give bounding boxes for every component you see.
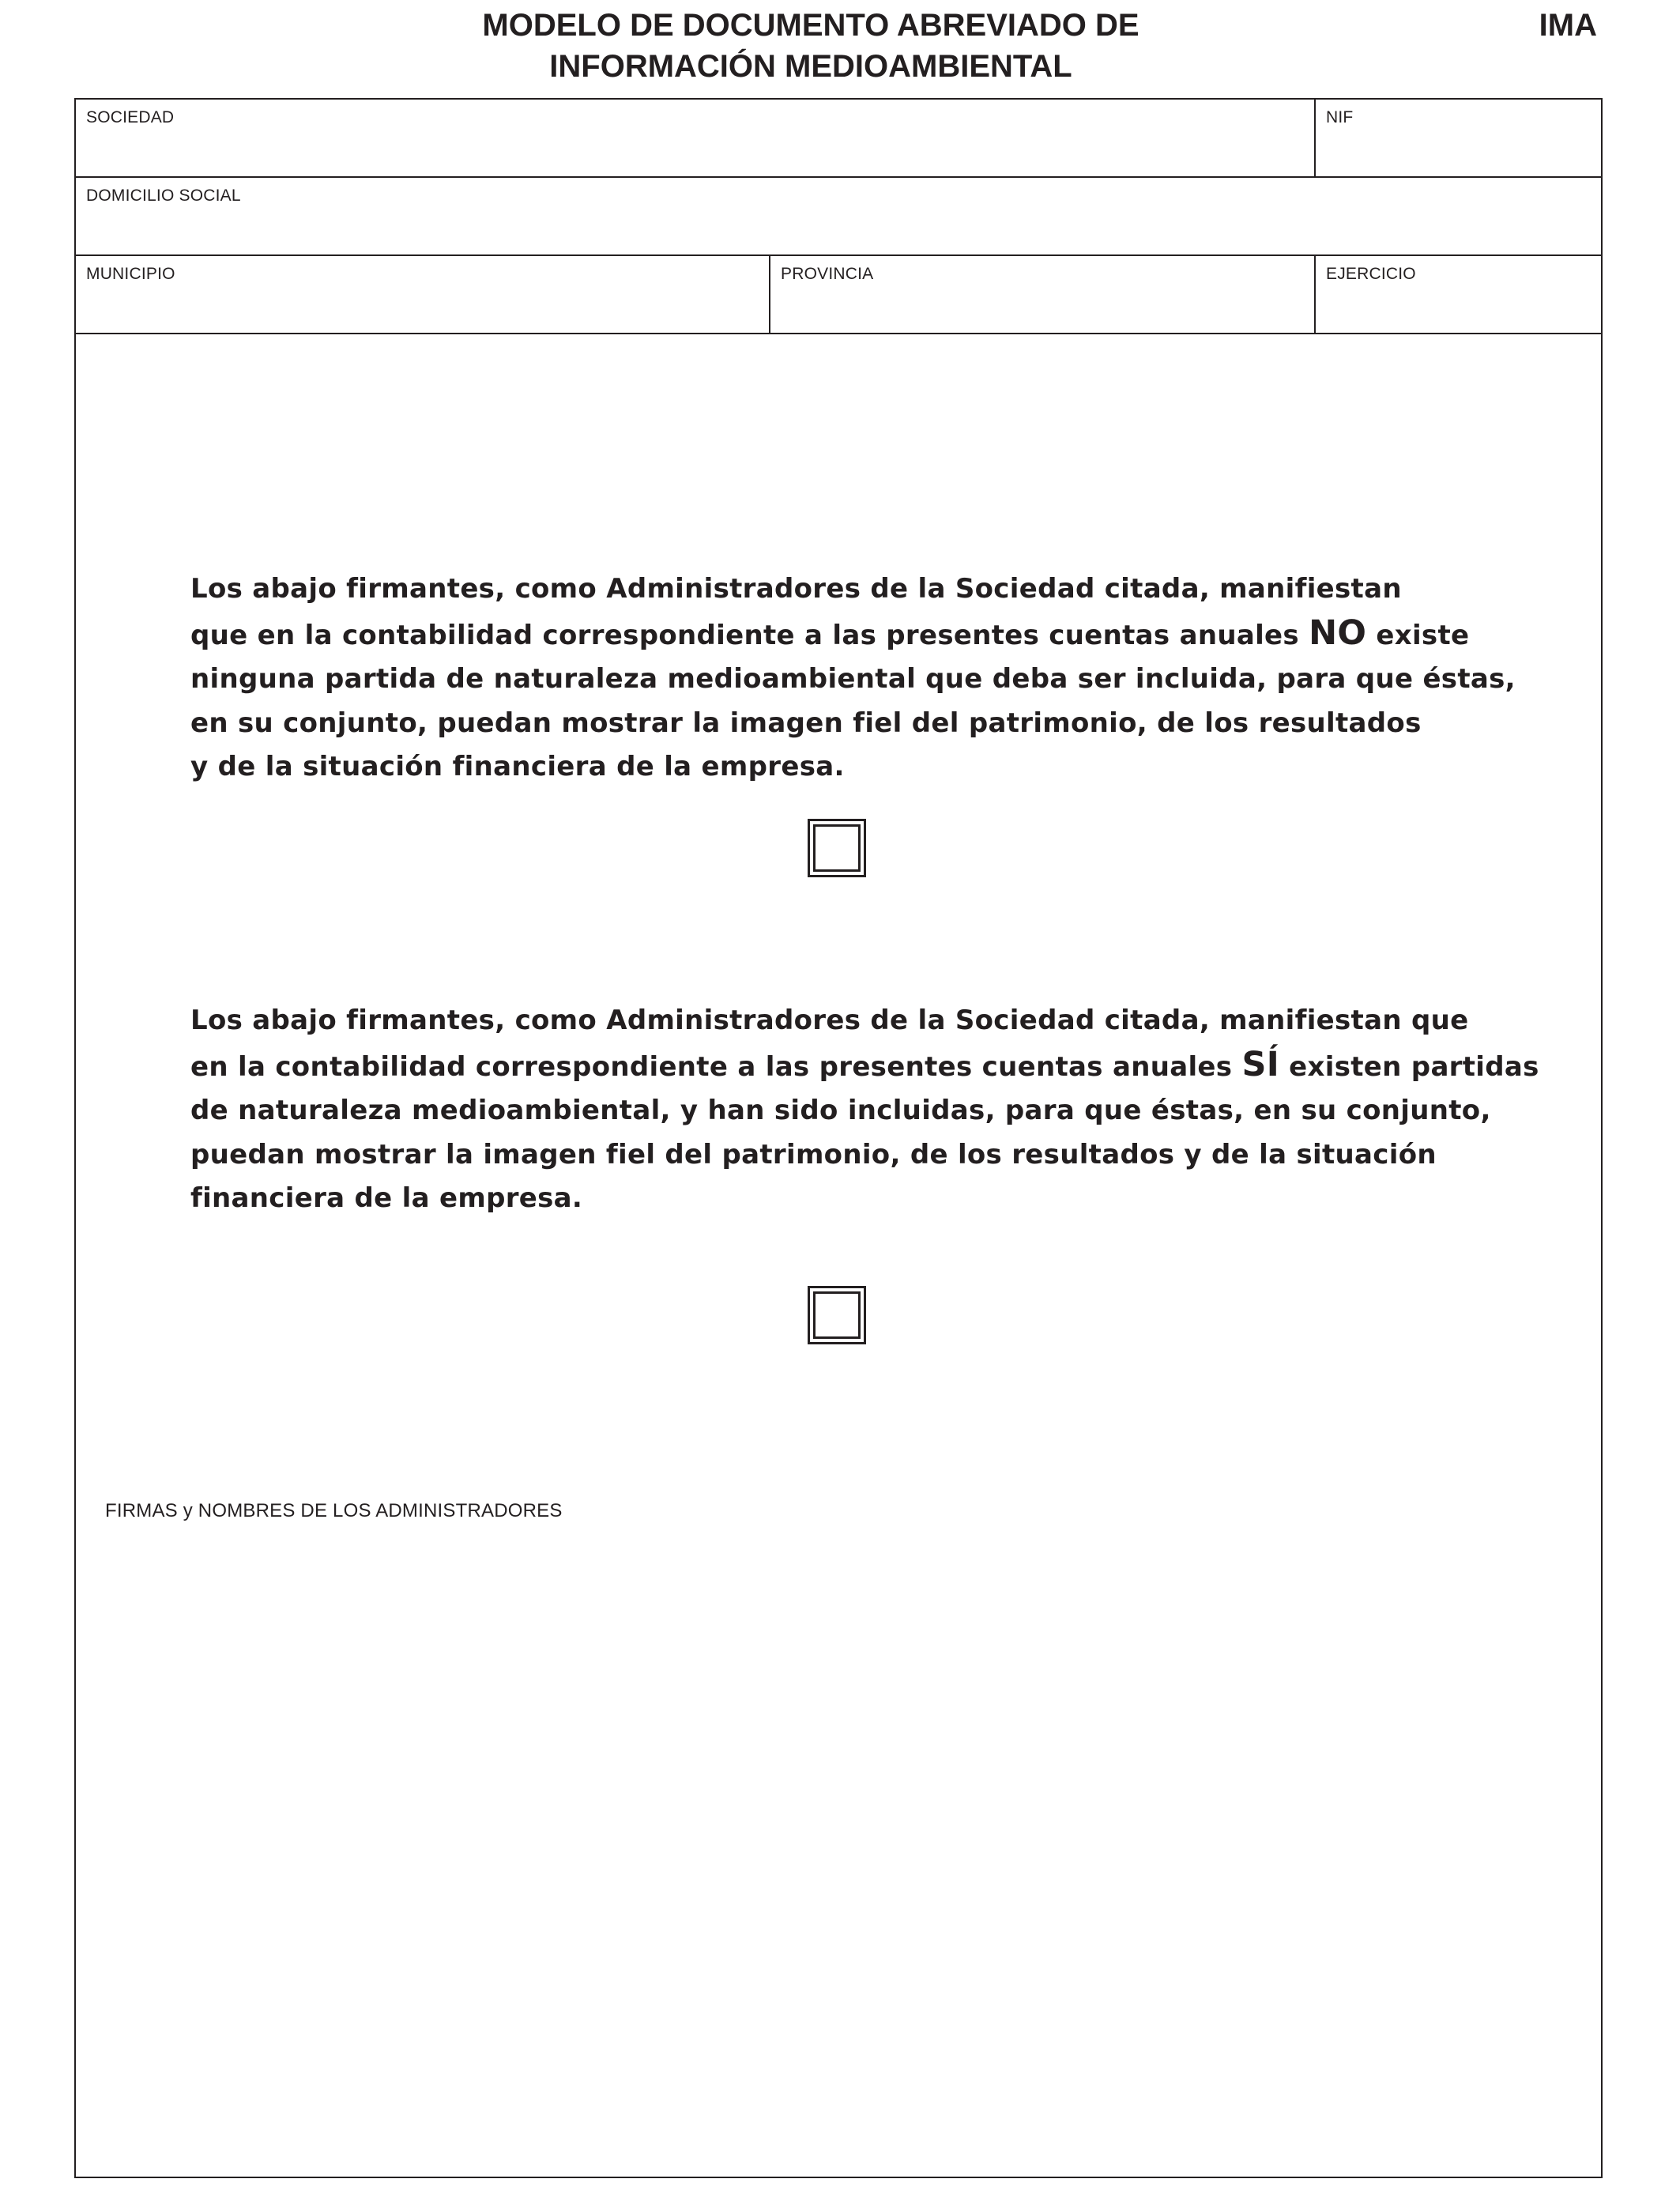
domicilio-field[interactable] xyxy=(76,178,1601,254)
statement-no-line-2-pre: que en la contabilidad correspondiente a las presentes cuentas anuales xyxy=(190,619,1309,651)
ejercicio-label: EJERCICIO xyxy=(1326,265,1416,283)
statement-si-line-2-pre: en la contabilidad correspondiente a las presentes cuentas anuales xyxy=(190,1050,1242,1083)
row-domicilio xyxy=(76,178,1601,256)
statement-si-line-5: financiera de la empresa. xyxy=(190,1182,583,1214)
si-existen-checkbox[interactable] xyxy=(808,1286,866,1344)
statement-si-text xyxy=(190,999,1565,1221)
statement-si-line-2-post: existen partidas xyxy=(1279,1050,1539,1083)
statement-si-emphasis: SÍ xyxy=(1241,1044,1280,1084)
statement-si-line-1: Los abajo firmantes, como Administradores de la Sociedad citada, manifiestan que xyxy=(190,1005,1469,1036)
statement-no-line-4: en su conjunto, puedan mostrar la imagen fiel del patrimonio, de los resultados xyxy=(190,707,1422,739)
domicilio-label: DOMICILIO SOCIAL xyxy=(86,187,241,205)
no-existe-checkbox[interactable] xyxy=(808,819,866,877)
ejercicio-field[interactable] xyxy=(1314,256,1601,333)
title-line-2: INFORMACIÓN MEDIOAMBIENTAL xyxy=(549,49,1072,84)
statement-si-line-3: de naturaleza medioambiental, y han sido incluidas, para que éstas, en su conjunto, xyxy=(190,1095,1491,1126)
provincia-field[interactable] xyxy=(769,256,1314,333)
nif-label: NIF xyxy=(1326,108,1354,126)
title-line-1: MODELO DE DOCUMENTO ABREVIADO DE xyxy=(482,8,1139,43)
statement-si-line-4: puedan mostrar la imagen fiel del patrimonio, de los resultados y de la situación xyxy=(190,1138,1437,1171)
statement-no-line-2-post: existe xyxy=(1366,619,1470,651)
form-code: IMA xyxy=(1539,8,1597,43)
sociedad-label: SOCIEDAD xyxy=(86,108,175,126)
statement-no-line-3: ninguna partida de naturaleza medioambiental que deba ser incluida, para que éstas, xyxy=(190,663,1516,695)
nif-field[interactable] xyxy=(1314,100,1601,176)
document-title xyxy=(0,5,1622,87)
row-municipio-provincia-ejercicio xyxy=(76,256,1601,334)
statement-no-text xyxy=(190,567,1565,790)
statement-si-line-2 xyxy=(190,1043,1565,1090)
statement-no-emphasis: NO xyxy=(1309,613,1367,653)
provincia-label: PROVINCIA xyxy=(781,265,874,283)
municipio-field[interactable] xyxy=(76,256,769,333)
statement-no-line-1: Los abajo firmantes, como Administradores de la Sociedad citada, manifiestan xyxy=(190,573,1402,605)
row-sociedad-nif xyxy=(76,100,1601,178)
statement-no-line-2 xyxy=(190,612,1565,658)
municipio-label: MUNICIPIO xyxy=(86,265,175,283)
sociedad-field[interactable] xyxy=(76,100,1314,176)
statement-no-line-5: y de la situación financiera de la empresa. xyxy=(190,751,845,782)
signatures-label: FIRMAS y NOMBRES DE LOS ADMINISTRADORES xyxy=(105,1500,563,1521)
